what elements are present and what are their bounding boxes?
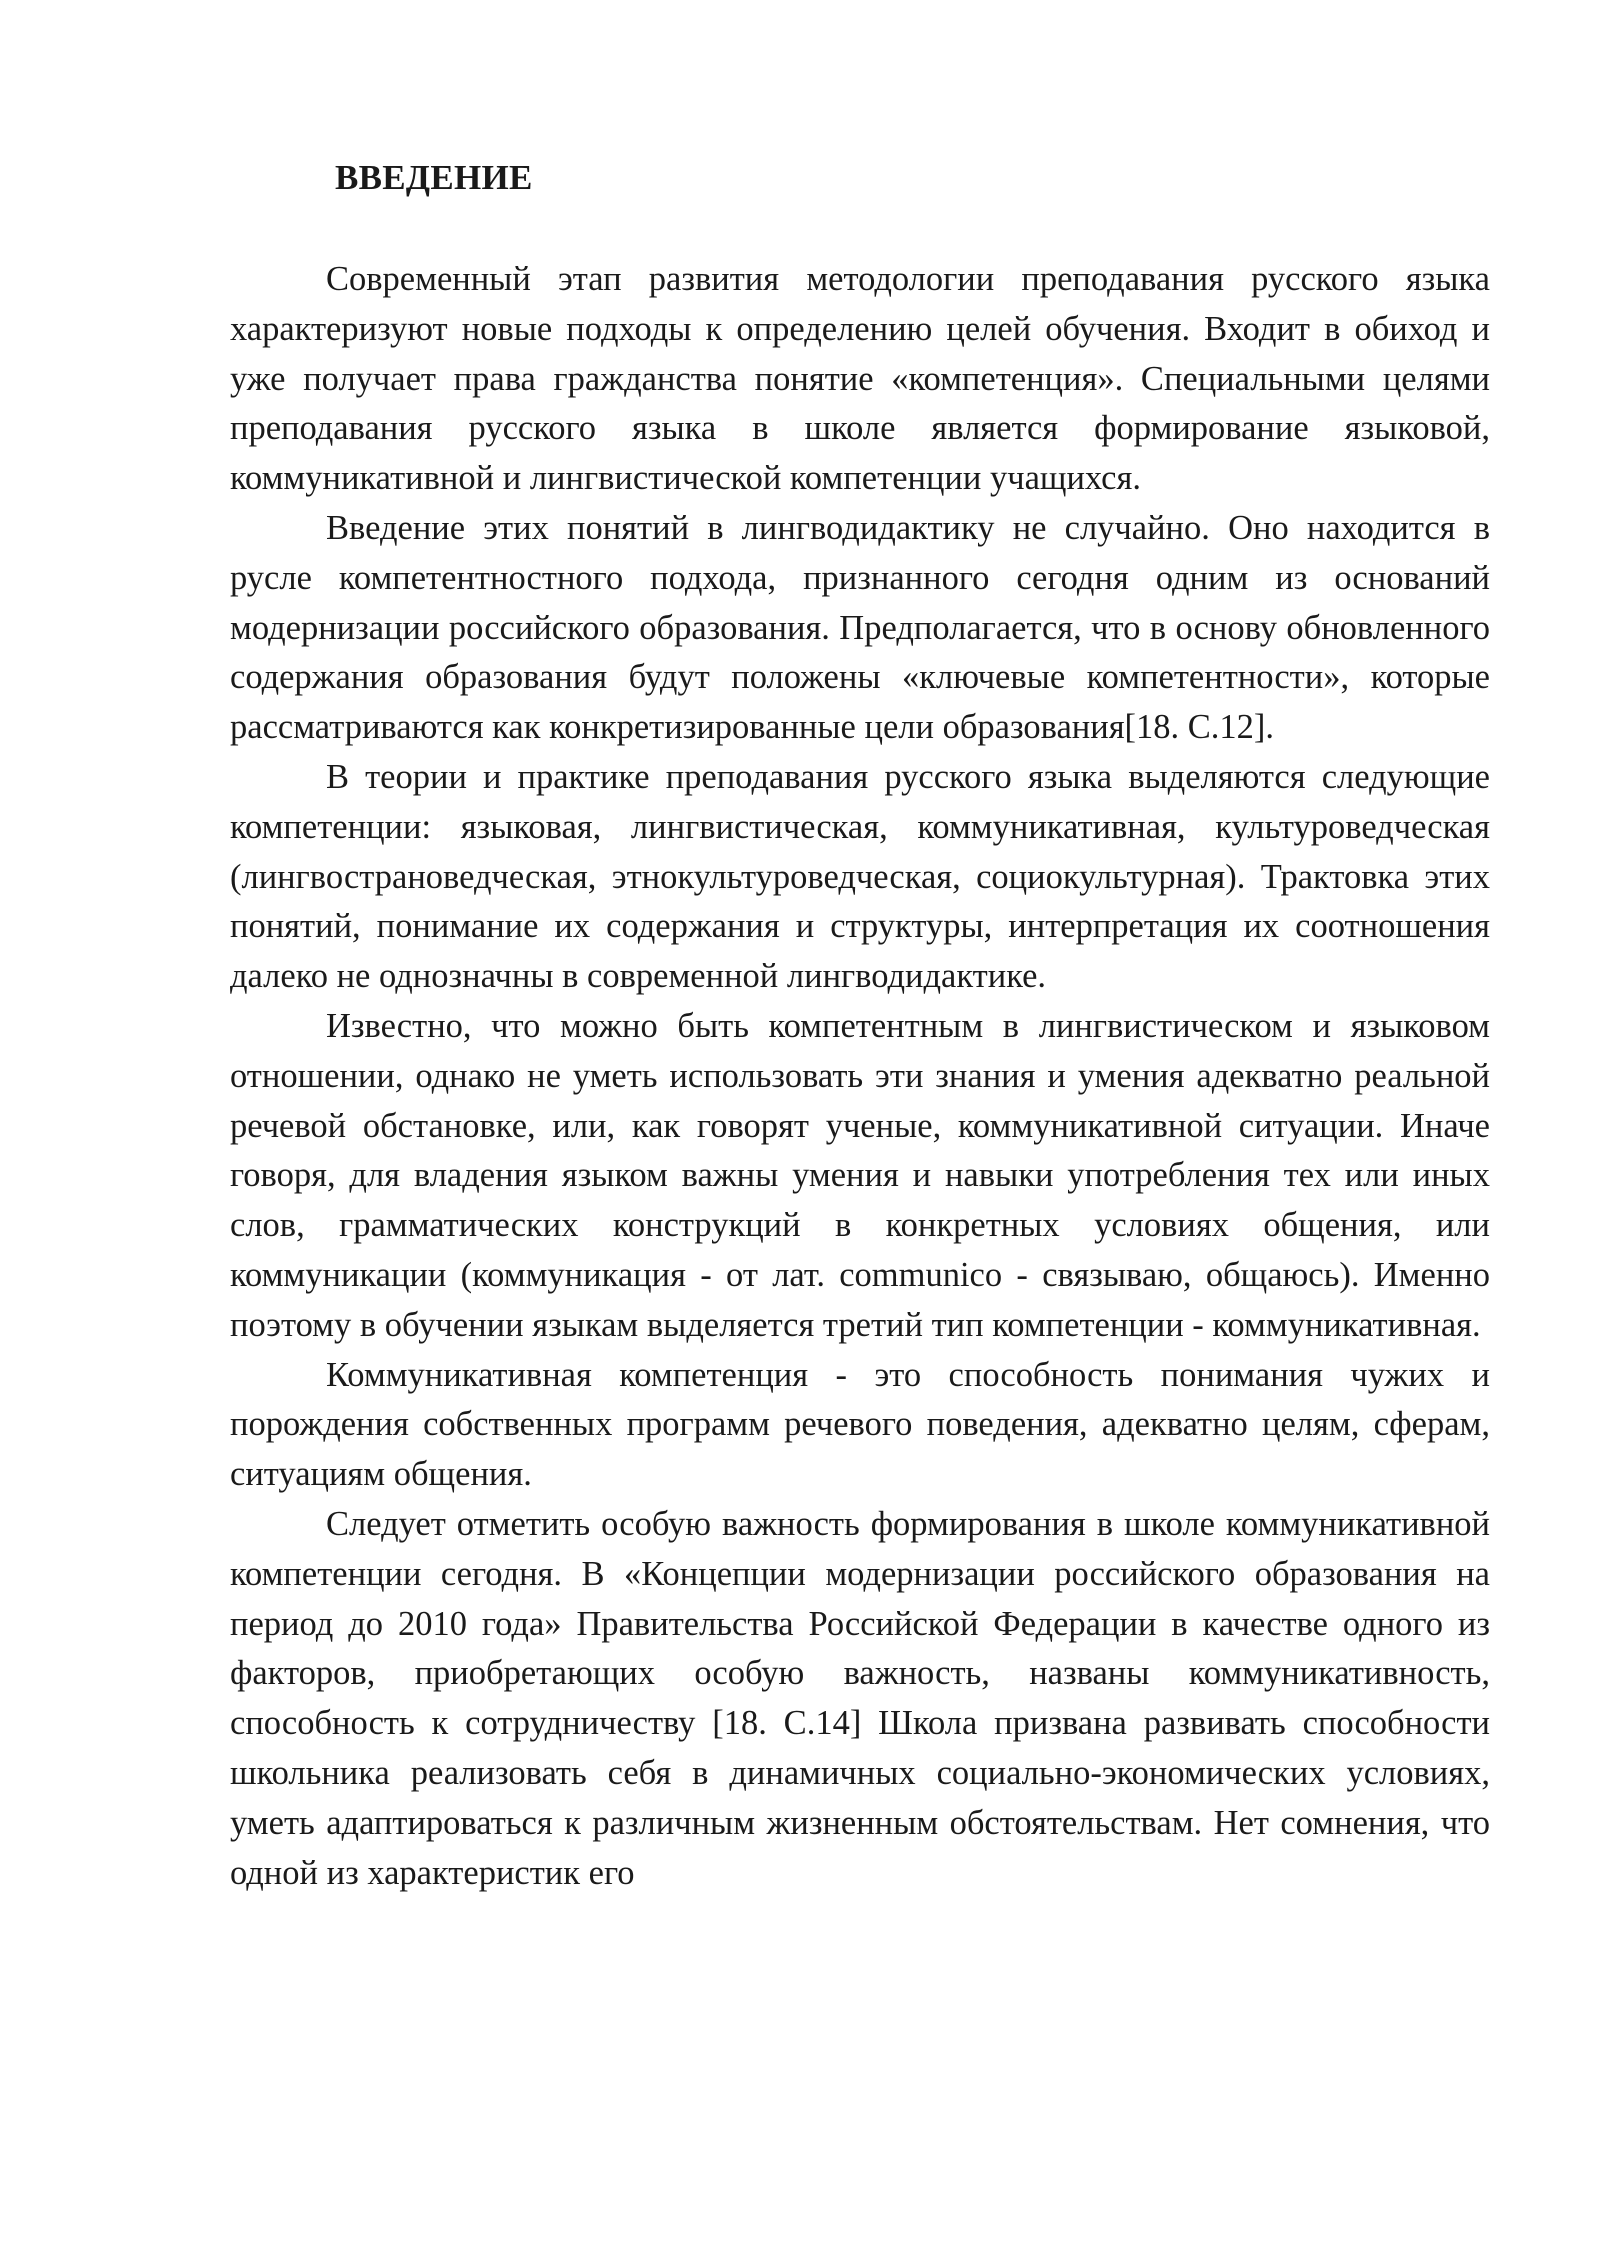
paragraph: Известно, что можно быть компетентным в лингвистическом и языковом отношении, однако не уметь использовать эти знания и умения адекватно реальной речевой обстановке, или, как говорят ученые, коммуникативной ситуации. Иначе говоря, для владения языком важны умения и навыки употребления тех или иных слов, грамматических конструкций в конкретных условиях общения, или коммуникации (коммуникация - от лат. communico - связываю, общаюсь). Именно поэтому в обучении языкам выделяется третий тип компетенции - коммуникативная.	[230, 1006, 1490, 1344]
section-heading: ВВЕДЕНИЕ	[335, 158, 533, 197]
paragraph: Современный этап развития методологии преподавания русского языка характеризуют новые подходы к определению целей обучения. Входит в обиход и уже получает права гражданства понятие «компетенция». Специальными целями преподавания русского языка в школе является формирование языковой, коммуникативной и лингвистической компетенции учащихся.	[230, 260, 1490, 498]
paragraph: В теории и практике преподавания русского языка выделяются следующие компетенции: языковая, лингвистическая, коммуникативная, культуроведческая (лингвострановедческая, этнокультуроведческая, социокультурная). Трактовка этих понятий, понимание их содержания и структуры, интерпретация их соотношения далеко не однозначны в современной лингводидактике.	[230, 757, 1490, 996]
paragraph: Введение этих понятий в лингводидактику не случайно. Оно находится в русле компетентностного подхода, признанного сегодня одним из оснований модернизации российского образования. Предполагается, что в основу обновленного содержания образования будут положены «ключевые компетентности», которые рассматриваются как конкретизированные цели образования[18. С.12].	[230, 508, 1490, 747]
document-body	[230, 255, 1490, 1898]
paragraph: Следует отметить особую важность формирования в школе коммуникативной компетенции сегодня. В «Концепции модернизации российского образования на период до 2010 года» Правительства Российской Федерации в качестве одного из факторов, приобретающих особую важность, названы коммуникативность, способность к сотрудничеству [18. С.14] Школа призвана развивать способности школьника реализовать себя в динамичных социально-экономических условиях, уметь адаптироваться к различным жизненным обстоятельствам. Нет сомнения, что одной из характеристик его	[230, 1504, 1490, 1892]
paragraph: Коммуникативная компетенция - это способность понимания чужих и порождения собственных программ речевого поведения, адекватно целям, сферам, ситуациям общения.	[230, 1355, 1490, 1494]
